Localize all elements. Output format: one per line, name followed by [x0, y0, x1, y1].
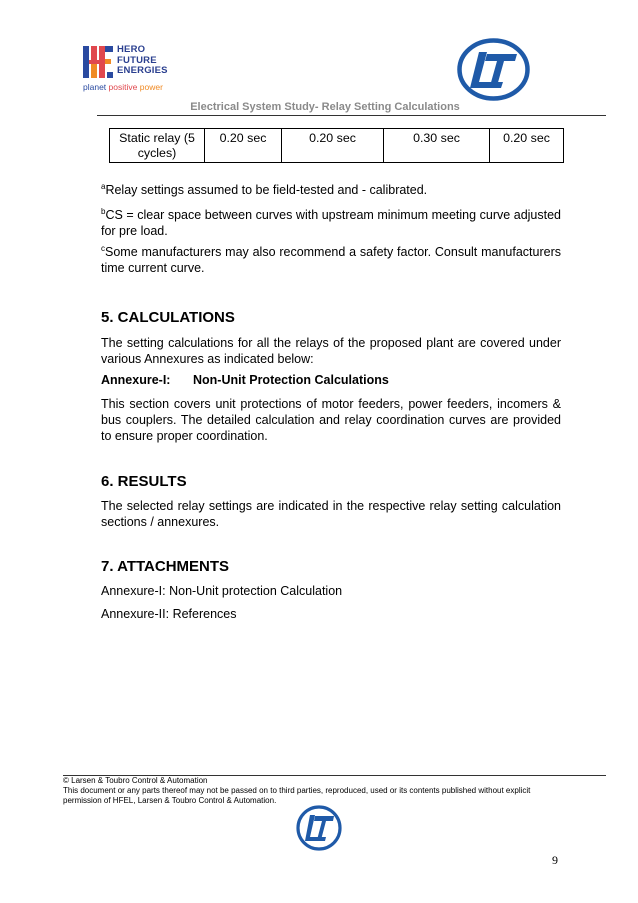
- footer-disclaimer: This document or any parts thereof may not be passed on to third parties, reproduced, used or its contents published without explicit permission of HFEL, Larsen & Toubro Control & Automation.: [63, 786, 531, 805]
- section-heading-calculations: 5. CALCULATIONS: [101, 309, 235, 326]
- section-heading-attachments: 7. ATTACHMENTS: [101, 558, 230, 575]
- annexure-title: Non-Unit Protection Calculations: [193, 373, 389, 387]
- results-body: The selected relay settings are indicated in the respective relay setting calculation sections / annexures.: [101, 499, 561, 529]
- table-cell: Static relay (5 cycles): [110, 129, 205, 163]
- table-cell: 0.20 sec: [490, 129, 564, 163]
- hero-future-energies-logo: [83, 44, 183, 94]
- note-a: $^a$Relay settings assumed to be field-tested and - calibrated.: [101, 181, 428, 197]
- note-c: $^c$Some manufacturers may also recommend a safety factor. Consult manufacturers time current curve.: [101, 243, 561, 275]
- table-cell: 0.30 sec: [384, 129, 490, 163]
- section-heading-results: 6. RESULTS: [101, 473, 187, 490]
- annexure-label: Annexure-I:: [101, 373, 171, 387]
- lt-logo-footer-icon: [296, 805, 342, 851]
- attachment-item: Annexure-II: References: [101, 607, 237, 621]
- header-divider: [97, 115, 606, 116]
- footer-copyright: © Larsen & Toubro Control & Automation: [63, 776, 208, 785]
- hero-logo-wordmark: HERO FUTURE ENERGIES: [117, 44, 168, 76]
- hero-tagline: planet positive power: [83, 82, 163, 92]
- hero-logo-mark-icon: [83, 46, 113, 78]
- table-row: [110, 129, 564, 163]
- annexure-body: This section covers unit protections of motor feeders, power feeders, incomers & bus couplers. The detailed calculation and relay coordination curves are provided to ensure proper coordination.: [101, 397, 561, 443]
- table-cell: 0.20 sec: [205, 129, 282, 163]
- attachment-item: Annexure-I: Non-Unit protection Calculation: [101, 584, 343, 598]
- document-header-title: Electrical System Study- Relay Setting Calculations: [190, 101, 460, 113]
- table-cell: 0.20 sec: [282, 129, 384, 163]
- note-b: $^b$CS = clear space between curves with upstream minimum meeting curve adjusted for pre load.: [101, 206, 561, 238]
- relay-settings-table: [109, 128, 564, 163]
- lt-logo-icon: [457, 38, 530, 101]
- calculations-body: The setting calculations for all the relays of the proposed plant are covered under various Annexures as indicated below:: [101, 336, 561, 366]
- page-number: 9: [552, 853, 558, 867]
